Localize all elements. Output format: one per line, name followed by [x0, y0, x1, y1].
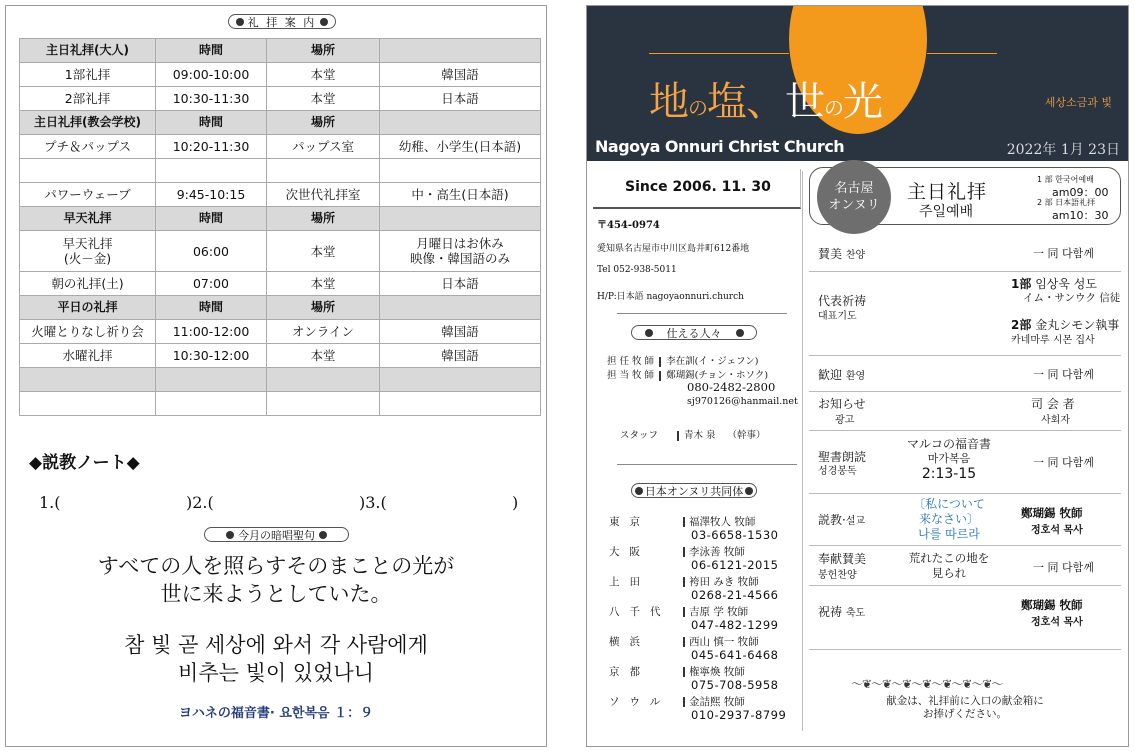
- banner-line: [927, 53, 997, 54]
- column-divider: [802, 171, 803, 731]
- worship-guide-pill: 礼 拝 案 内: [228, 14, 336, 29]
- table-cell: [156, 392, 267, 416]
- community-pastor: 金詰熙 牧師: [683, 694, 745, 709]
- bullet-icon: [236, 18, 244, 26]
- table-cell: 韓国語: [380, 344, 541, 368]
- table-cell: 韓国語: [380, 63, 541, 87]
- table-cell: [380, 159, 541, 183]
- community-phone: 03-6658-1530: [691, 528, 779, 542]
- table-cell: [156, 368, 267, 392]
- table-cell: 11:00-12:00: [156, 320, 267, 344]
- table-cell: 時間: [156, 39, 267, 63]
- order-row-prayer: 代表祈祷 대표기도 1部 임상욱 성도 イム・サンウク 信徒 2部 金丸シモン執事 카네마루 시몬 집사: [809, 271, 1121, 356]
- table-cell: 06:00: [156, 231, 267, 272]
- bullet-icon: [320, 18, 328, 26]
- service-2-time: am10：30: [1052, 209, 1109, 222]
- community-phone: 075-708-5958: [691, 678, 779, 692]
- founded-date: Since 2006. 11. 30: [625, 179, 771, 195]
- table-cell: [380, 207, 541, 231]
- church-name: Nagoya Onnuri Christ Church: [595, 137, 845, 156]
- table-cell: プチ＆パップス: [20, 135, 156, 159]
- table-cell: 本堂: [267, 87, 380, 111]
- community-city: ソウル: [609, 696, 671, 708]
- table-cell: オンライン: [267, 320, 380, 344]
- table-cell: 場所: [267, 207, 380, 231]
- table-cell: 10:20-11:30: [156, 135, 267, 159]
- table-cell: 主日礼拝(大人): [20, 39, 156, 63]
- order-title-korean: 주일예배: [919, 204, 974, 220]
- table-row: [20, 63, 541, 87]
- table-row: [20, 87, 541, 111]
- service-1-label: 1 部 한국어예배: [1037, 175, 1094, 184]
- table-cell: [380, 39, 541, 63]
- order-row-scripture: 聖書朗読 성경봉독 マルコの福音書 마가복음 2:13-15 一 同 다함께: [809, 430, 1121, 494]
- offering-note: 献金は、礼拝前に入口の献金箱に お捧げください。: [886, 695, 1044, 720]
- staff-member: スタッフ 青木 泉 （幹事）: [620, 430, 766, 441]
- table-cell: 本堂: [267, 63, 380, 87]
- table-cell: 水曜礼拝: [20, 344, 156, 368]
- community-city: 大阪: [609, 546, 650, 558]
- table-cell: 07:00: [156, 272, 267, 296]
- community-pastor: 福澤牧人 牧師: [683, 514, 755, 529]
- table-cell: [267, 159, 380, 183]
- table-cell: 9:45-10:15: [156, 183, 267, 207]
- community-pastor: 袴田 みき 牧師: [683, 574, 759, 589]
- table-cell: パップス室: [267, 135, 380, 159]
- table-cell: 火曜とりなし祈り会: [20, 320, 156, 344]
- table-cell: 時間: [156, 207, 267, 231]
- associate-pastor-email: sj970126@hanmail.net: [687, 396, 798, 407]
- table-cell: パワーウェーブ: [20, 183, 156, 207]
- telephone: Tel 052-938-5011: [597, 265, 677, 275]
- order-row-praise: 賛美 찬양 一 同 다함께: [809, 234, 1121, 272]
- left-page: [5, 5, 547, 747]
- postal-code: 〒454-0974: [597, 220, 660, 231]
- table-cell: [156, 159, 267, 183]
- banner-title: 地の塩、世の光: [649, 79, 882, 125]
- table-cell: 月曜日はお休み 映像・韓国語のみ: [380, 231, 541, 272]
- table-cell: 場所: [267, 111, 380, 135]
- table-cell: 平日の礼拝: [20, 296, 156, 320]
- table-cell: [380, 111, 541, 135]
- table-row: [20, 183, 541, 207]
- table-cell: [267, 368, 380, 392]
- table-row: [20, 368, 541, 392]
- worship-schedule-table: [19, 38, 541, 416]
- service-1-time: am09：00: [1052, 186, 1109, 199]
- table-cell: 早天礼拝 (火－金): [20, 231, 156, 272]
- community-city: 横浜: [609, 636, 650, 648]
- table-cell: 次世代礼拝室: [267, 183, 380, 207]
- order-row-offering: 奉献賛美 봉헌찬양 荒れたこの地を 見られ 一 同 다함께: [809, 545, 1121, 586]
- associate-pastor: 担 当 牧 師 鄭瑚錫(チョン・ホソク): [607, 370, 769, 381]
- homepage: H/P:日本語 nagoyaonnuri.church: [597, 292, 744, 302]
- table-cell: 幼稚、小学生(日本語): [380, 135, 541, 159]
- table-cell: 時間: [156, 296, 267, 320]
- table-cell: 本堂: [267, 344, 380, 368]
- table-row: [20, 392, 541, 416]
- ornament-divider: ～❦～❦～❦～❦～❦～❦～❦～: [851, 677, 1003, 691]
- table-cell: 朝の礼拝(土): [20, 272, 156, 296]
- table-cell: [20, 368, 156, 392]
- community-pastor: 李泳善 牧師: [683, 544, 745, 559]
- table-cell: [380, 392, 541, 416]
- table-cell: 場所: [267, 39, 380, 63]
- memory-verse-pill: 今月の暗唱聖句: [204, 527, 349, 542]
- banner-subtitle: 세상소금과 빛: [1044, 96, 1112, 109]
- community-pastor: 吉原 学 牧師: [683, 604, 748, 619]
- memory-verse-korean: 참 빛 곧 세상에 와서 각 사람에게 비추는 빛이 있었나니: [124, 633, 428, 685]
- table-cell: 10:30-12:00: [156, 344, 267, 368]
- table-row: [20, 344, 541, 368]
- memory-verse-reference: ヨハネの福音書· 요한복음 １：９: [178, 706, 374, 721]
- table-cell: [20, 159, 156, 183]
- table-header-row: [20, 39, 541, 63]
- table-row: [20, 320, 541, 344]
- community-city: 京都: [609, 666, 650, 678]
- table-row: [20, 159, 541, 183]
- divider: [617, 313, 787, 314]
- table-cell: 本堂: [267, 272, 380, 296]
- community-pastor: 西山 慎一 牧師: [683, 634, 759, 649]
- nagoya-onnuri-badge: 名古屋 オンヌリ: [817, 160, 891, 234]
- table-cell: [20, 392, 156, 416]
- order-row-benediction: 祝祷 축도 鄭瑚錫 牧師 정호석 목사: [809, 585, 1121, 650]
- table-cell: [267, 392, 380, 416]
- table-row: [20, 272, 541, 296]
- table-cell: [380, 296, 541, 320]
- table-cell: [380, 368, 541, 392]
- right-page: [586, 5, 1129, 747]
- community-phone: 047-482-1299: [691, 618, 779, 632]
- table-cell: 日本語: [380, 272, 541, 296]
- table-cell: 場所: [267, 296, 380, 320]
- table-header-row: [20, 207, 541, 231]
- table-cell: 1部礼拝: [20, 63, 156, 87]
- community-city: 東京: [609, 516, 650, 528]
- senior-pastor: 担 任 牧 師 李在訓(イ・ジェフン): [607, 356, 759, 367]
- service-2-label: 2 部 日本語礼拝: [1037, 198, 1096, 207]
- table-header-row: [20, 111, 541, 135]
- table-cell: 本堂: [267, 231, 380, 272]
- table-cell: 中・高生(日本語): [380, 183, 541, 207]
- memory-verse-japanese: すべての人を照らすそのまことの光が 世に来ようとしていた。: [97, 554, 455, 606]
- table-cell: 日本語: [380, 87, 541, 111]
- order-title: 主日礼拝: [907, 181, 988, 203]
- order-row-welcome: 歓迎 환영 一 同 다함께: [809, 355, 1121, 392]
- sermon-note-2: )2.(: [186, 493, 214, 512]
- divider: [617, 464, 797, 465]
- order-row-sermon: 説教·설교 〔私について 来なさい〕 나를 따르라 鄭瑚錫 牧師 정호석 목사: [809, 493, 1121, 546]
- community-phone: 0268-21-4566: [691, 588, 779, 602]
- bullet-icon: [635, 487, 643, 495]
- bullet-icon: [645, 329, 653, 337]
- table-row: [20, 135, 541, 159]
- table-cell: 09:00-10:00: [156, 63, 267, 87]
- table-cell: 10:30-11:30: [156, 87, 267, 111]
- banner-line: [649, 53, 789, 54]
- community-city: 八千代: [609, 606, 671, 618]
- community-phone: 010-2937-8799: [691, 708, 787, 722]
- associate-pastor-phone: 080-2482-2800: [687, 380, 776, 394]
- table-cell: 2部礼拝: [20, 87, 156, 111]
- servants-pill: 仕える人々: [631, 325, 757, 340]
- community-pastor: 権寧煥 牧師: [683, 664, 745, 679]
- table-cell: 早天礼拝: [20, 207, 156, 231]
- table-cell: 韓国語: [380, 320, 541, 344]
- service-date: 2022年 1月 23日: [1006, 142, 1120, 158]
- table-cell: 時間: [156, 111, 267, 135]
- community-city: 上田: [609, 576, 650, 588]
- table-cell: 主日礼拝(教会学校): [20, 111, 156, 135]
- bullet-icon: [736, 329, 744, 337]
- bullet-icon: [226, 531, 234, 539]
- sermon-note-1: 1.(: [39, 493, 61, 512]
- community-pill: 日本オンヌリ共同体: [631, 483, 757, 498]
- table-header-row: [20, 296, 541, 320]
- sermon-notes-title: ◆説教ノート◆: [29, 453, 140, 473]
- sermon-note-3: )3.(: [359, 493, 387, 512]
- order-row-notice: お知らせ 광고 司 会 者 사회자: [809, 391, 1121, 431]
- bullet-icon: [745, 487, 753, 495]
- table-row: [20, 231, 541, 272]
- address: 愛知県名古屋市中川区島井町612番地: [597, 244, 750, 254]
- bullet-icon: [319, 531, 327, 539]
- sermon-note-end: ): [512, 493, 519, 512]
- community-phone: 045-641-6468: [691, 648, 779, 662]
- community-phone: 06-6121-2015: [691, 558, 779, 572]
- header-banner: [587, 6, 1128, 161]
